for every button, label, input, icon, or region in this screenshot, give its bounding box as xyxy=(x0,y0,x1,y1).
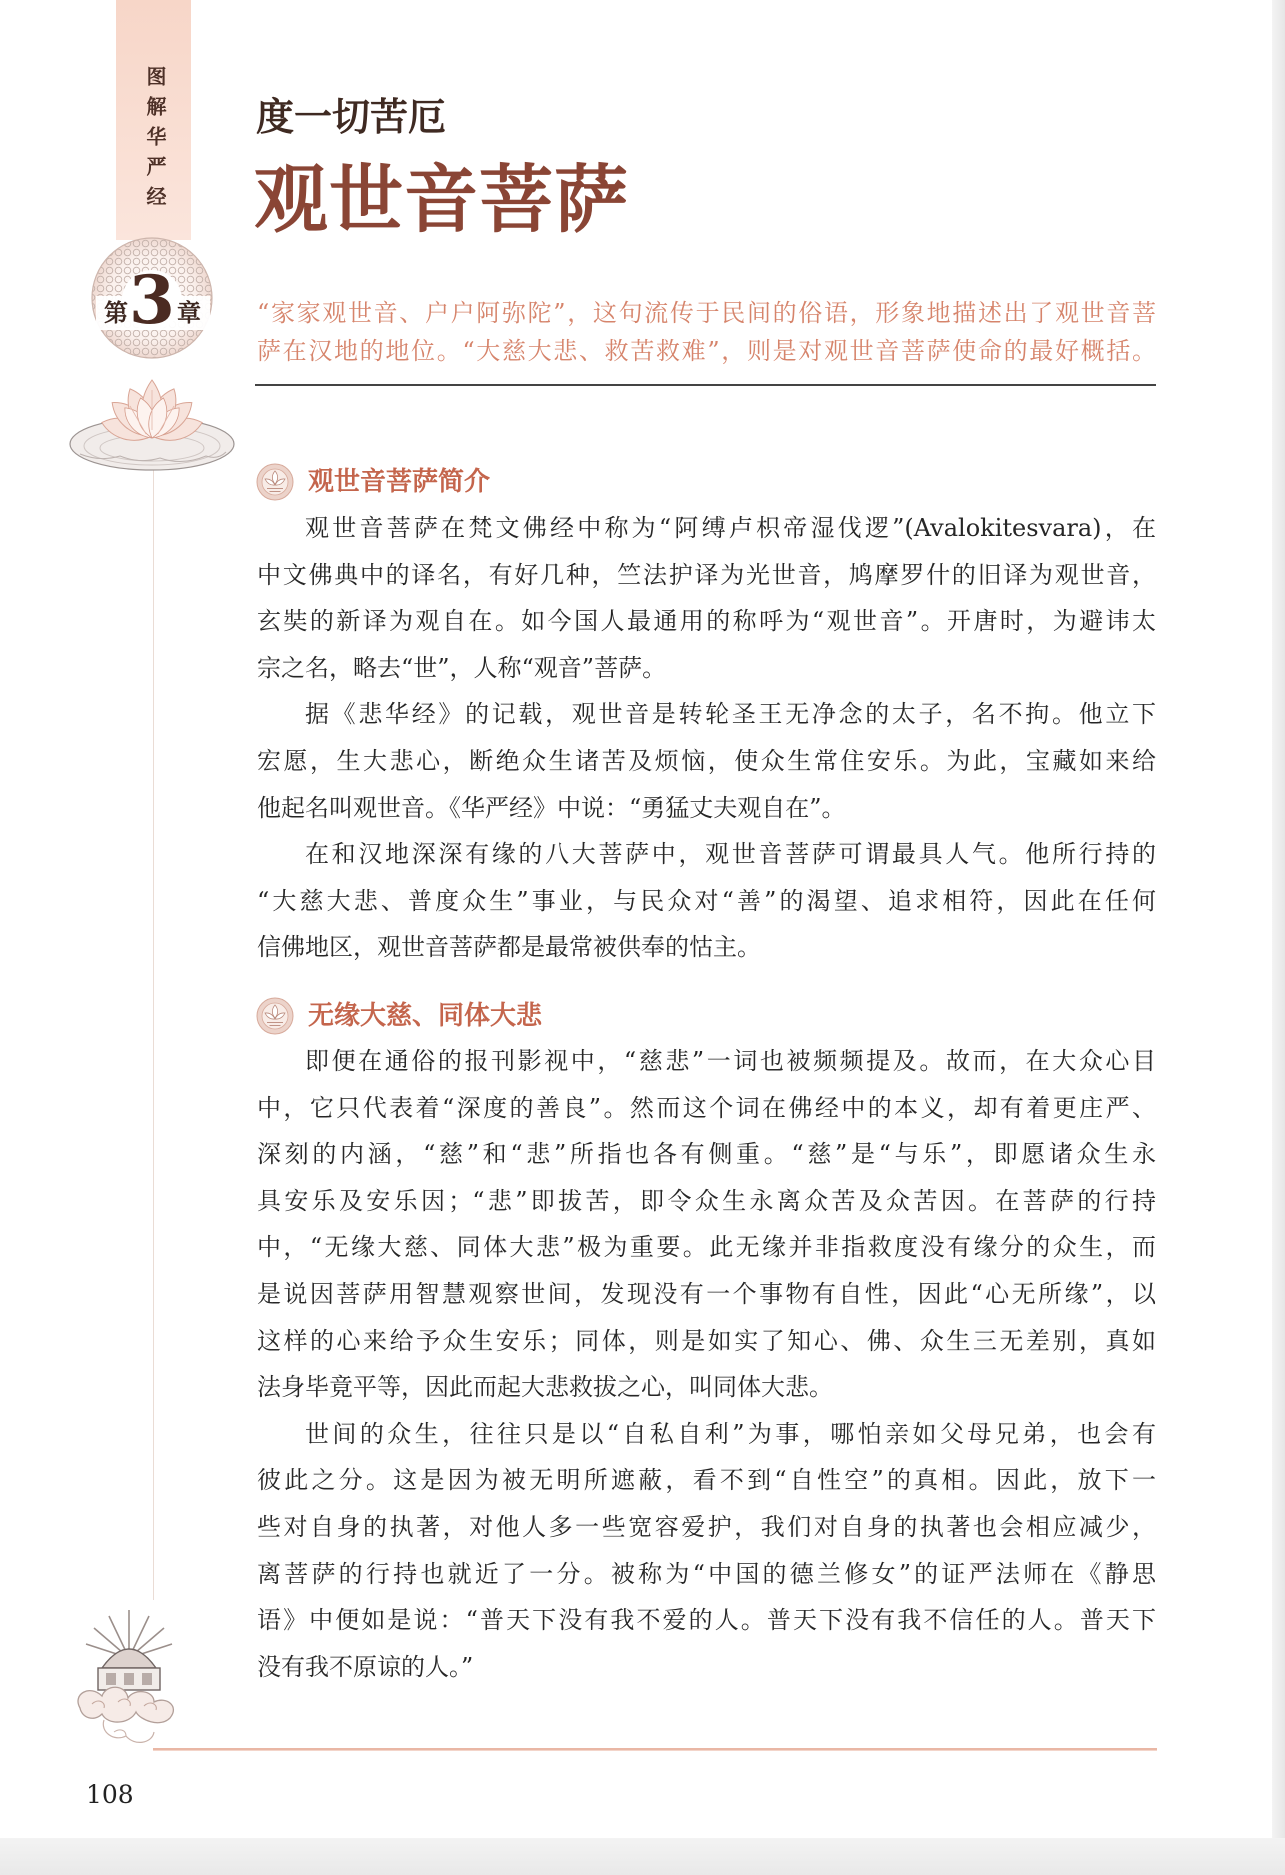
page-number: 108 xyxy=(86,1780,134,1809)
paragraph xyxy=(257,1411,1156,1691)
scan-edge-right xyxy=(1272,0,1285,1875)
text-line: 没有我不原谅的人。” xyxy=(257,1652,474,1681)
header-divider xyxy=(255,384,1156,386)
text-line: 深刻的内涵，“慈”和“悲”所指也各有侧重。“慈”是“与乐”，即愿诸众生永 xyxy=(257,1140,1156,1169)
text-line: 法身毕竟平等，因此而起大悲救拔之心，叫同体大悲。 xyxy=(257,1373,833,1402)
section-body xyxy=(257,505,1156,971)
footer-divider xyxy=(153,1748,1157,1751)
intro-quote xyxy=(257,294,1156,370)
paragraph xyxy=(257,831,1156,971)
temple-cloud-ornament-icon xyxy=(74,1596,184,1752)
text-line: 中，“无缘大慈、同体大悲”极为重要。此无缘并非指救度没有缘分的众生，而 xyxy=(257,1233,1156,1262)
intro-line: “家家观世音、户户阿弥陀”，这句流传于民间的俗语，形象地描述出了观世音菩 xyxy=(257,299,1156,327)
section-body xyxy=(257,1038,1156,1690)
section-title: 观世音菩萨简介 xyxy=(308,467,491,497)
text-line: 他起名叫观世音。《华严经》中说：“勇猛丈夫观自在”。 xyxy=(257,793,846,822)
text-line: 些对自身的执著，对他人多一些宽容爱护，我们对自身的执著也会相应减少， xyxy=(257,1512,1156,1541)
page-title: 观世音菩萨 xyxy=(254,157,629,243)
text-line: 是说因菩萨用智慧观察世间，发现没有一个事物有自性，因此“心无所缘”，以 xyxy=(257,1279,1156,1308)
text-line: 观世音菩萨在梵文佛经中称为“阿缚卢枳帝湿伐逻”(Avalokitesvara)，在 xyxy=(305,514,1156,542)
text-line: 语》中便如是说：“普天下没有我不爱的人。普天下没有我不信任的人。普天下 xyxy=(257,1606,1156,1635)
text-line: 中，它只代表着“深度的善良”。然而这个词在佛经中的本义，却有着更庄严、 xyxy=(257,1093,1156,1122)
book-title-vertical: 图解华严经 xyxy=(143,66,167,216)
chapter-suffix: 章 xyxy=(177,299,201,327)
paragraph xyxy=(257,691,1156,831)
section-title: 无缘大慈、同体大悲 xyxy=(308,1001,543,1031)
page-subtitle: 度一切苦厄 xyxy=(256,94,447,139)
paragraph xyxy=(257,1038,1156,1411)
text-line: 具安乐及安乐因；“悲”即拔苦，即令众生永离众苦及众苦因。在菩萨的行持 xyxy=(257,1186,1156,1215)
text-line: 据《悲华经》的记载，观世音是转轮圣王无净念的太子，名不拘。他立下 xyxy=(305,700,1156,729)
text-line: 世间的众生，往往只是以“自私自利”为事，哪怕亲如父母兄弟，也会有 xyxy=(305,1419,1156,1448)
margin-line xyxy=(153,470,154,1600)
section-heading xyxy=(256,996,542,1036)
text-line: 离菩萨的行持也就近了一分。被称为“中国的德兰修女”的证严法师在《静思 xyxy=(257,1559,1156,1588)
scan-edge-bottom xyxy=(0,1838,1285,1875)
text-line: 彼此之分。这是因为被无明所遮蔽，看不到“自性空”的真相。因此，放下一 xyxy=(257,1466,1156,1495)
paragraph xyxy=(257,505,1156,691)
text-line: 信佛地区，观世音菩萨都是最常被供奉的怙主。 xyxy=(257,933,761,962)
intro-line: 萨在汉地的地位。“大慈大悲、救苦救难”，则是对观世音菩萨使命的最好概括。 xyxy=(257,337,1156,365)
lotus-emblem-icon xyxy=(256,463,294,501)
lotus-emblem-icon xyxy=(256,997,294,1035)
text-line: 在和汉地深深有缘的八大菩萨中，观世音菩萨可谓最具人气。他所行持的 xyxy=(305,840,1156,869)
text-line: 即便在通俗的报刊影视中，“慈悲”一词也被频频提及。故而，在大众心目 xyxy=(305,1047,1156,1075)
chapter-number: 3 xyxy=(129,261,175,339)
text-line: 玄奘的新译为观自在。如今国人最通用的称呼为“观世音”。开唐时，为避讳太 xyxy=(257,607,1156,636)
text-line: 这样的心来给予众生安乐；同体，则是如实了知心、佛、众生三无差别，真如 xyxy=(257,1326,1156,1355)
text-line: “大慈大悲、普度众生”事业，与民众对“善”的渴望、追求相符，因此在任何 xyxy=(257,886,1156,915)
text-line: 中文佛典中的译名，有好几种，竺法护译为光世音，鸠摩罗什的旧译为观世音， xyxy=(257,560,1156,589)
text-line: 宏愿，生大悲心，断绝众生诸苦及烦恼，使众生常住安乐。为此，宝藏如来给 xyxy=(257,746,1156,775)
text-line: 宗之名，略去“世”，人称“观音”菩萨。 xyxy=(257,653,667,682)
section-heading xyxy=(256,462,490,502)
chapter-prefix: 第 xyxy=(104,299,128,327)
